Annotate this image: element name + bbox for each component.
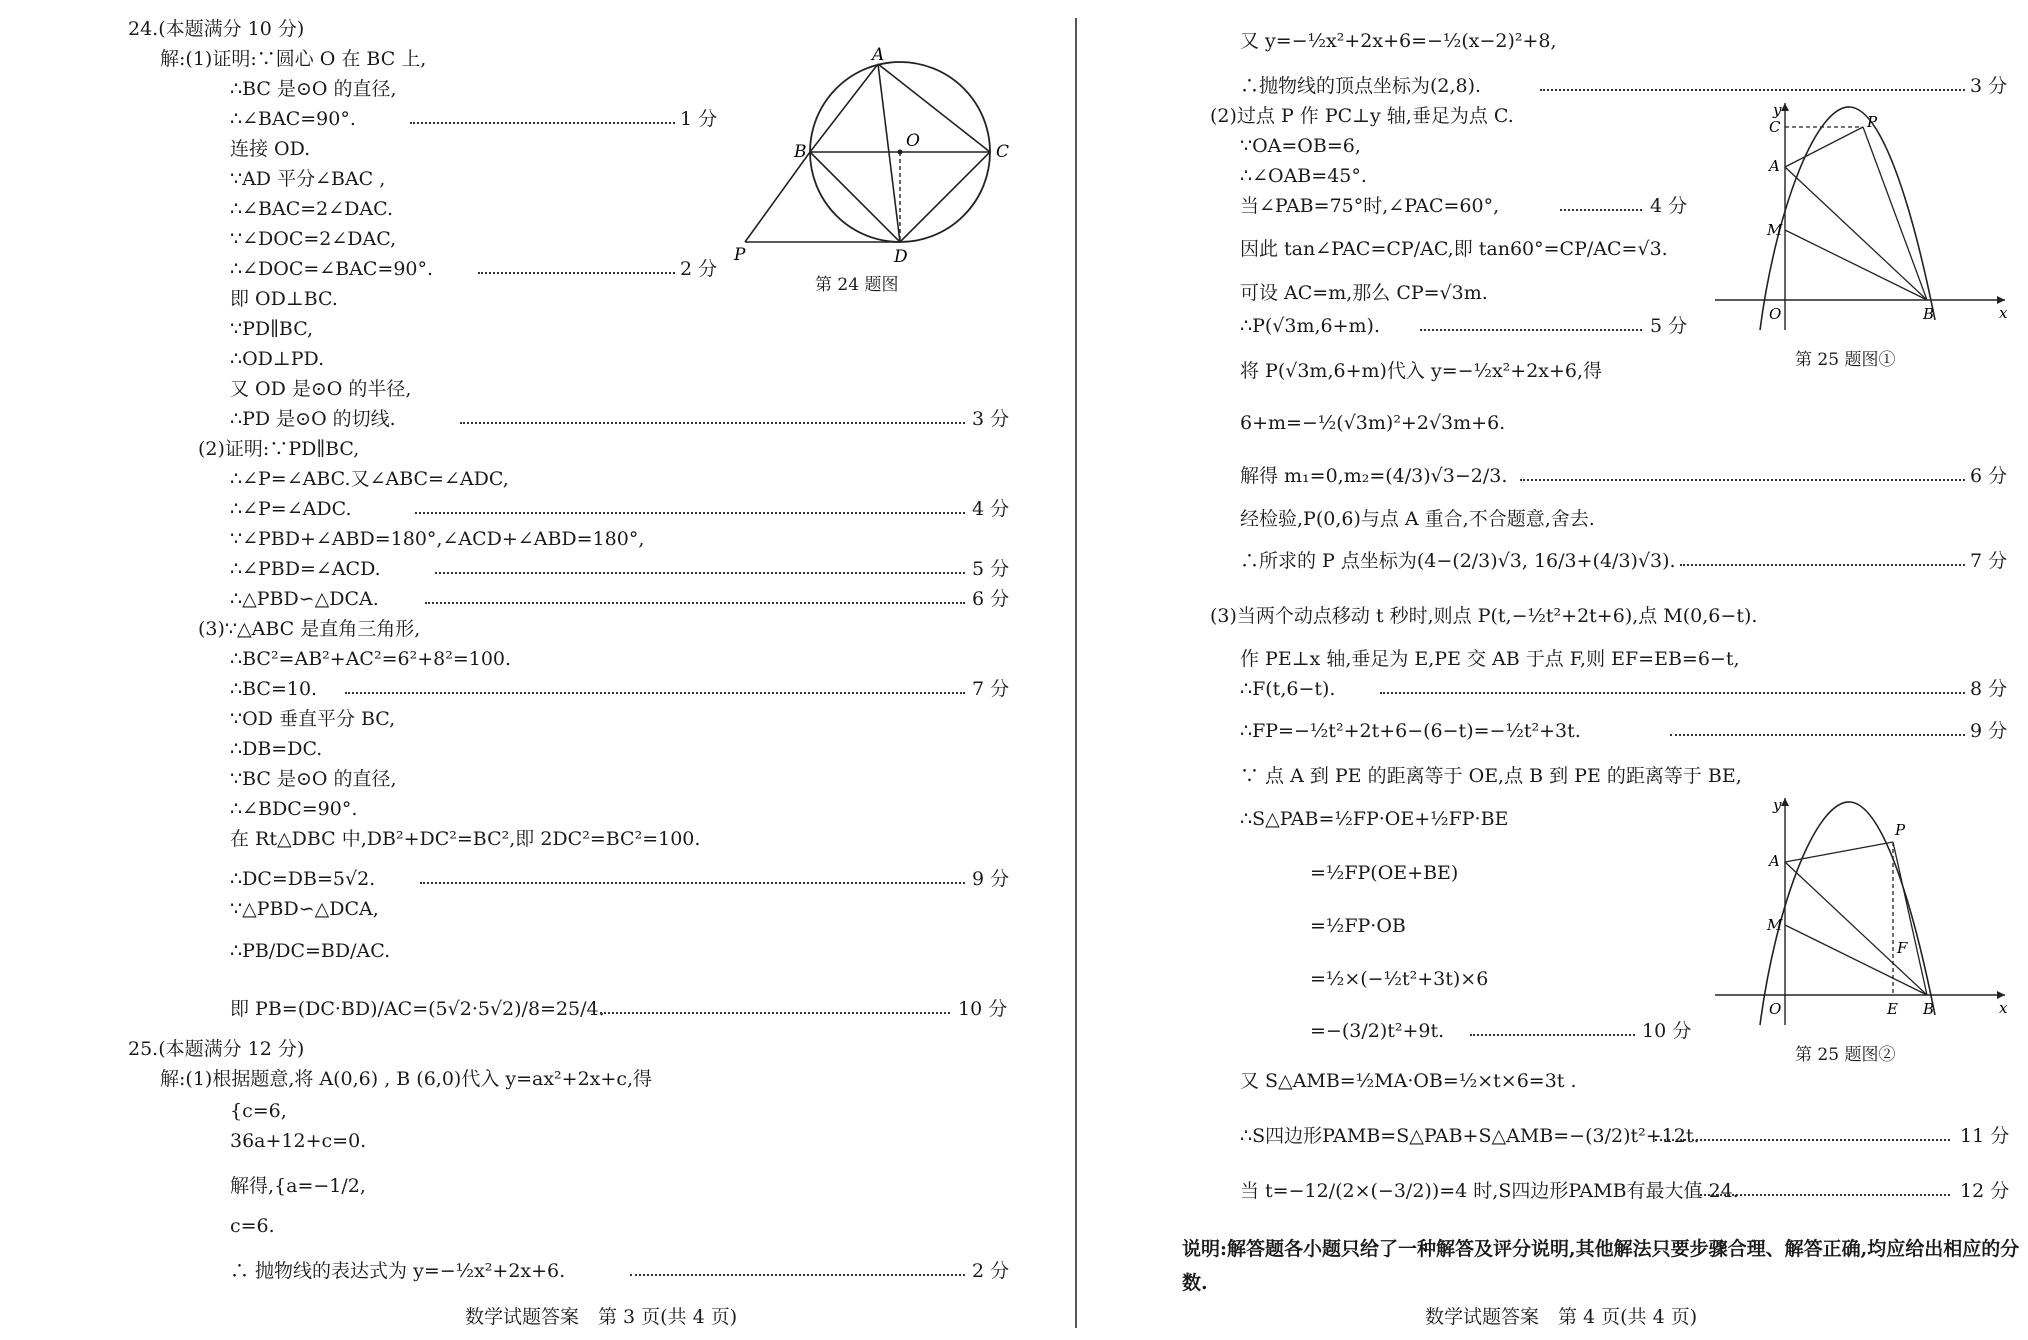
score: 10 分	[958, 998, 1008, 1020]
label-b: B	[1923, 1000, 1935, 1018]
footer-left: 数学试题答案 第 3 页(共 4 页)	[465, 1306, 738, 1328]
q24-line: ∵△PBD∽△DCA,	[230, 898, 379, 920]
score-leader	[1670, 734, 1965, 736]
label-a: A	[872, 45, 885, 65]
x-axis-arrow	[1997, 296, 2005, 304]
q24-line: ∴DC=DB=5√2.	[230, 868, 376, 890]
q24-line: ∴∠BDC=90°.	[230, 798, 358, 820]
q24-line: ∴∠BAC=2∠DAC.	[230, 198, 394, 220]
score-leader	[425, 602, 965, 604]
score: 2 分	[680, 258, 718, 280]
label-p: P	[1895, 821, 1906, 839]
score-leader	[1560, 209, 1642, 211]
q24-line: ∴DB=DC.	[230, 738, 323, 760]
q25-line: 36a+12+c=0.	[230, 1130, 367, 1152]
score: 4 分	[972, 498, 1010, 520]
q24-line: ∴BC²=AB²+AC²=6²+8²=100.	[230, 648, 512, 670]
q24-line: ∴∠DOC=∠BAC=90°.	[230, 258, 434, 280]
score-leader	[478, 272, 675, 274]
y-axis-arrow	[1781, 798, 1789, 806]
score: 6 分	[1970, 465, 2008, 487]
score-leader	[1420, 329, 1642, 331]
label-a: A	[1769, 157, 1780, 175]
q25-line: ∴ 抛物线的表达式为 y=−½x²+2x+6.	[230, 1260, 566, 1282]
label-d: D	[894, 247, 908, 267]
q25-line: ∴S△PAB=½FP·OE+½FP·BE	[1240, 808, 1509, 830]
center-dot	[898, 150, 903, 155]
q25-line: =½FP(OE+BE)	[1310, 862, 1459, 884]
label-y: y	[1773, 796, 1782, 814]
score: 7 分	[972, 678, 1010, 700]
q25-line: (2)过点 P 作 PC⊥y 轴,垂足为点 C.	[1210, 105, 1514, 127]
q24-line: ∴BC 是⊙O 的直径,	[230, 78, 397, 100]
score-leader	[410, 122, 675, 124]
q25-line: 当 t=−12/(2×(−3/2))=4 时,S四边形PAMB有最大值 24.	[1240, 1180, 1739, 1202]
q25-line: {c=6,	[230, 1100, 287, 1122]
parabola	[1760, 107, 1935, 330]
label-b: B	[1923, 305, 1935, 323]
fig25-2-caption: 第 25 题图②	[1795, 1045, 1896, 1065]
q25-line: ∴S四边形PAMB=S△PAB+S△AMB=−(3/2)t²+12t.	[1240, 1125, 1700, 1147]
score-leader	[600, 1012, 950, 1014]
fig24-caption: 第 24 题图	[815, 275, 899, 295]
q24-line: ∴∠PBD=∠ACD.	[230, 558, 381, 580]
q25-line: (3)当两个动点移动 t 秒时,则点 P(t,−½t²+2t+6),点 M(0,6−t).	[1210, 605, 1758, 627]
score-leader	[1680, 564, 1965, 566]
score: 9 分	[1970, 720, 2008, 742]
q25-line: ∴F(t,6−t).	[1240, 678, 1336, 700]
label-b: B	[794, 142, 807, 162]
score-leader	[1540, 89, 1965, 91]
q24-line: ∴∠BAC=90°.	[230, 108, 356, 130]
segment-mb	[1785, 230, 1927, 300]
q25-line: ∴FP=−½t²+2t+6−(6−t)=−½t²+3t.	[1240, 720, 1581, 742]
q24-line: ∵∠PBD+∠ABD=180°,∠ACD+∠ABD=180°,	[230, 528, 645, 550]
q24-line: (2)证明:∵PD∥BC,	[198, 438, 360, 460]
label-x: x	[1999, 304, 2008, 322]
q25-line: 当∠PAB=75°时,∠PAC=60°,	[1240, 195, 1500, 217]
q25-line: 解得 m₁=0,m₂=(4/3)√3−2/3.	[1240, 465, 1508, 487]
score: 1 分	[680, 108, 718, 130]
q25-line: ∴抛物线的顶点坐标为(2,8).	[1240, 75, 1482, 97]
q24-line: ∵∠DOC=2∠DAC,	[230, 228, 397, 250]
score-leader	[630, 1274, 965, 1276]
q25-line: 解得,{a=−1/2,	[230, 1175, 366, 1197]
score-leader	[345, 692, 965, 694]
label-m: M	[1767, 916, 1783, 934]
label-o: O	[1769, 1000, 1782, 1018]
q25-line: =½×(−½t²+3t)×6	[1310, 968, 1489, 990]
score-leader	[1380, 692, 1965, 694]
label-x: x	[1999, 999, 2008, 1017]
score-leader	[1470, 1034, 1635, 1036]
q24-line: ∴△PBD∽△DCA.	[230, 588, 379, 610]
score: 9 分	[972, 868, 1010, 890]
q24-line: 即 PB=(DC·BD)/AC=(5√2·5√2)/8=25/4.	[230, 998, 605, 1020]
q25-line: ∴所求的 P 点坐标为(4−(2/3)√3, 16/3+(4/3)√3).	[1240, 550, 1676, 572]
score-leader	[415, 512, 965, 514]
segment-ap	[1785, 127, 1863, 167]
q25-line: c=6.	[230, 1215, 275, 1237]
score-leader	[460, 422, 965, 424]
segment-mb	[1785, 925, 1927, 995]
label-a: A	[1769, 852, 1780, 870]
label-f: F	[1897, 939, 1908, 957]
q24-line: ∴BC=10.	[230, 678, 318, 700]
q24-line: ∵PD∥BC,	[230, 318, 314, 340]
footer-right: 数学试题答案 第 4 页(共 4 页)	[1425, 1306, 1698, 1328]
q25-line: 解:(1)根据题意,将 A(0,6) , B (6,0)代入 y=ax²+2x+c,得	[160, 1068, 652, 1090]
q25-line: ∵OA=OB=6,	[1240, 135, 1361, 157]
page-divider	[1075, 18, 1077, 1328]
q24-line: ∴OD⊥PD.	[230, 348, 325, 370]
q25-line: 将 P(√3m,6+m)代入 y=−½x²+2x+6,得	[1240, 360, 1603, 382]
q25-line: ∵ 点 A 到 PE 的距离等于 OE,点 B 到 PE 的距离等于 BE,	[1240, 765, 1742, 787]
figure-25-2	[1705, 790, 2015, 1030]
segment-ad	[878, 64, 900, 242]
score-leader	[435, 572, 965, 574]
segment-pb	[745, 152, 810, 242]
q24-line: 在 Rt△DBC 中,DB²+DC²=BC²,即 2DC²=BC²=100.	[230, 828, 701, 850]
score: 7 分	[1970, 550, 2008, 572]
segment-ab	[1785, 862, 1927, 995]
label-e: E	[1887, 1000, 1898, 1018]
score: 8 分	[1970, 678, 2008, 700]
figure-24	[730, 40, 1030, 280]
q25-line: 经检验,P(0,6)与点 A 重合,不合题意,舍去.	[1240, 508, 1595, 530]
score: 11 分	[1960, 1125, 2010, 1147]
label-p: P	[734, 245, 746, 265]
label-p: P	[1867, 113, 1878, 131]
label-o: O	[1769, 305, 1782, 323]
label-m: M	[1767, 221, 1783, 239]
score-leader	[1700, 1194, 1950, 1196]
q25-line: =−(3/2)t²+9t.	[1310, 1020, 1445, 1042]
q24-title: 24.(本题满分 10 分)	[128, 18, 305, 40]
q25-line: =½FP·OB	[1310, 915, 1406, 937]
q24-line: ∵AD 平分∠BAC ,	[230, 168, 386, 190]
score: 2 分	[972, 1260, 1010, 1282]
q24-line: 又 OD 是⊙O 的半径,	[230, 378, 412, 400]
segment-ap	[1785, 842, 1893, 862]
score: 3 分	[1970, 75, 2008, 97]
q25-line: 又 S△AMB=½MA·OB=½×t×6=3t .	[1240, 1070, 1577, 1092]
score-leader	[420, 882, 965, 884]
q25-line: ∴∠OAB=45°.	[1240, 165, 1367, 187]
q25-line: 因此 tan∠PAC=CP/AC,即 tan60°=CP/AC=√3.	[1240, 238, 1668, 260]
q25-line: 作 PE⊥x 轴,垂足为 E,PE 交 AB 于点 F,则 EF=EB=6−t,	[1240, 648, 1740, 670]
score: 4 分	[1650, 195, 1688, 217]
y-axis-arrow	[1781, 103, 1789, 111]
label-c: C	[996, 142, 1010, 162]
label-o: O	[906, 131, 920, 151]
score: 5 分	[972, 558, 1010, 580]
score: 5 分	[1650, 315, 1688, 337]
score-leader	[1520, 479, 1965, 481]
label-c: C	[1769, 118, 1781, 136]
q24-line: ∴PD 是⊙O 的切线.	[230, 408, 396, 430]
q24-line: ∵BC 是⊙O 的直径,	[230, 768, 397, 790]
q25-line: 又 y=−½x²+2x+6=−½(x−2)²+8,	[1240, 30, 1557, 52]
q24-line: ∴PB/DC=BD/AC.	[230, 940, 391, 962]
score: 12 分	[1960, 1180, 2010, 1202]
q25-line: 6+m=−½(√3m)²+2√3m+6.	[1240, 412, 1506, 434]
score: 10 分	[1642, 1020, 1692, 1042]
q25-title: 25.(本题满分 12 分)	[128, 1038, 305, 1060]
q24-line: 连接 OD.	[230, 138, 311, 160]
q24-line: ∴∠P=∠ADC.	[230, 498, 352, 520]
q24-line: ∵OD 垂直平分 BC,	[230, 708, 396, 730]
fig25-1-caption: 第 25 题图①	[1795, 350, 1896, 370]
x-axis-arrow	[1997, 991, 2005, 999]
q24-line: ∴∠P=∠ABC.又∠ABC=∠ADC,	[230, 468, 509, 490]
q24-line: (3)∵△ABC 是直角三角形,	[198, 618, 421, 640]
score: 6 分	[972, 588, 1010, 610]
figure-25-1	[1705, 95, 2015, 335]
segment-pb	[1893, 842, 1927, 995]
score-leader	[1655, 1139, 1950, 1141]
label-y: y	[1773, 101, 1782, 119]
score: 3 分	[972, 408, 1010, 430]
q25-line: 可设 AC=m,那么 CP=√3m.	[1240, 282, 1488, 304]
q25-line: ∴P(√3m,6+m).	[1240, 315, 1381, 337]
segment-pb	[1863, 127, 1927, 300]
segment-ab	[1785, 167, 1927, 300]
q24-line: 即 OD⊥BC.	[230, 288, 338, 310]
q24-line: 解:(1)证明:∵圆心 O 在 BC 上,	[160, 48, 427, 70]
scoring-note: 说明:解答题各小题只给了一种解答及评分说明,其他解法只要步骤合理、解答正确,均应给出相应的分数.	[1182, 1238, 2020, 1294]
